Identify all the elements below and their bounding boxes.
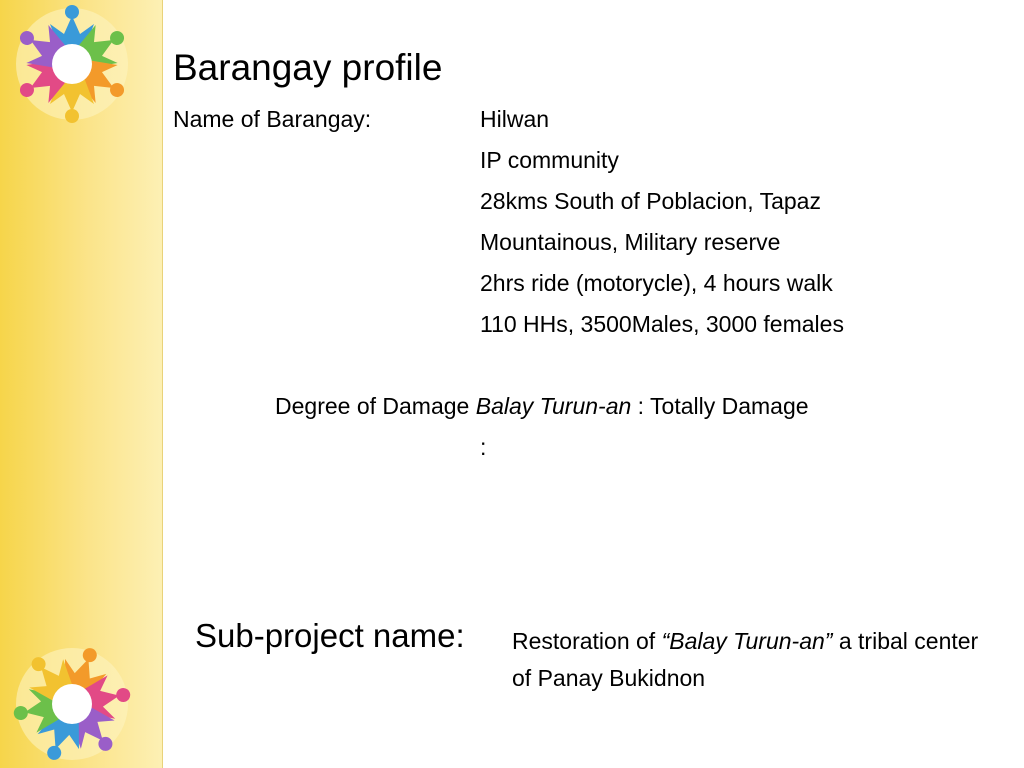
damage-status: : Totally Damage <box>631 393 809 419</box>
children-circle-emblem-icon <box>0 640 150 768</box>
subproject-prefix: Restoration of <box>512 628 662 654</box>
decorative-sidebar <box>0 0 163 768</box>
population-stats: 110 HHs, 3500Males, 3000 females <box>480 311 844 337</box>
subproject-value <box>512 623 982 697</box>
terrain-description: Mountainous, Military reserve <box>480 229 781 255</box>
damage-building-name: Balay Turun-an <box>475 393 632 419</box>
barangay-name-label: Name of Barangay: <box>173 106 372 132</box>
location-distance: 28kms South of Poblacion, Tapaz <box>480 188 821 214</box>
slide-title: Barangay profile <box>173 47 443 88</box>
barangay-name-value: Hilwan <box>480 106 550 132</box>
subproject-building-name: “Balay Turun-an” <box>661 628 833 654</box>
barangay-details-list <box>480 104 844 350</box>
colon-marker: : <box>480 434 487 460</box>
children-circle-emblem-icon <box>0 0 150 128</box>
damage-prefix: Degree of Damage <box>275 393 476 419</box>
travel-time: 2hrs ride (motorycle), 4 hours walk <box>480 270 833 296</box>
community-type: IP community <box>480 147 619 173</box>
subproject-label: Sub-project name: <box>195 617 465 654</box>
degree-of-damage <box>275 391 809 421</box>
subproject-suffix: a tribal center of Panay Bukidnon <box>512 628 979 691</box>
